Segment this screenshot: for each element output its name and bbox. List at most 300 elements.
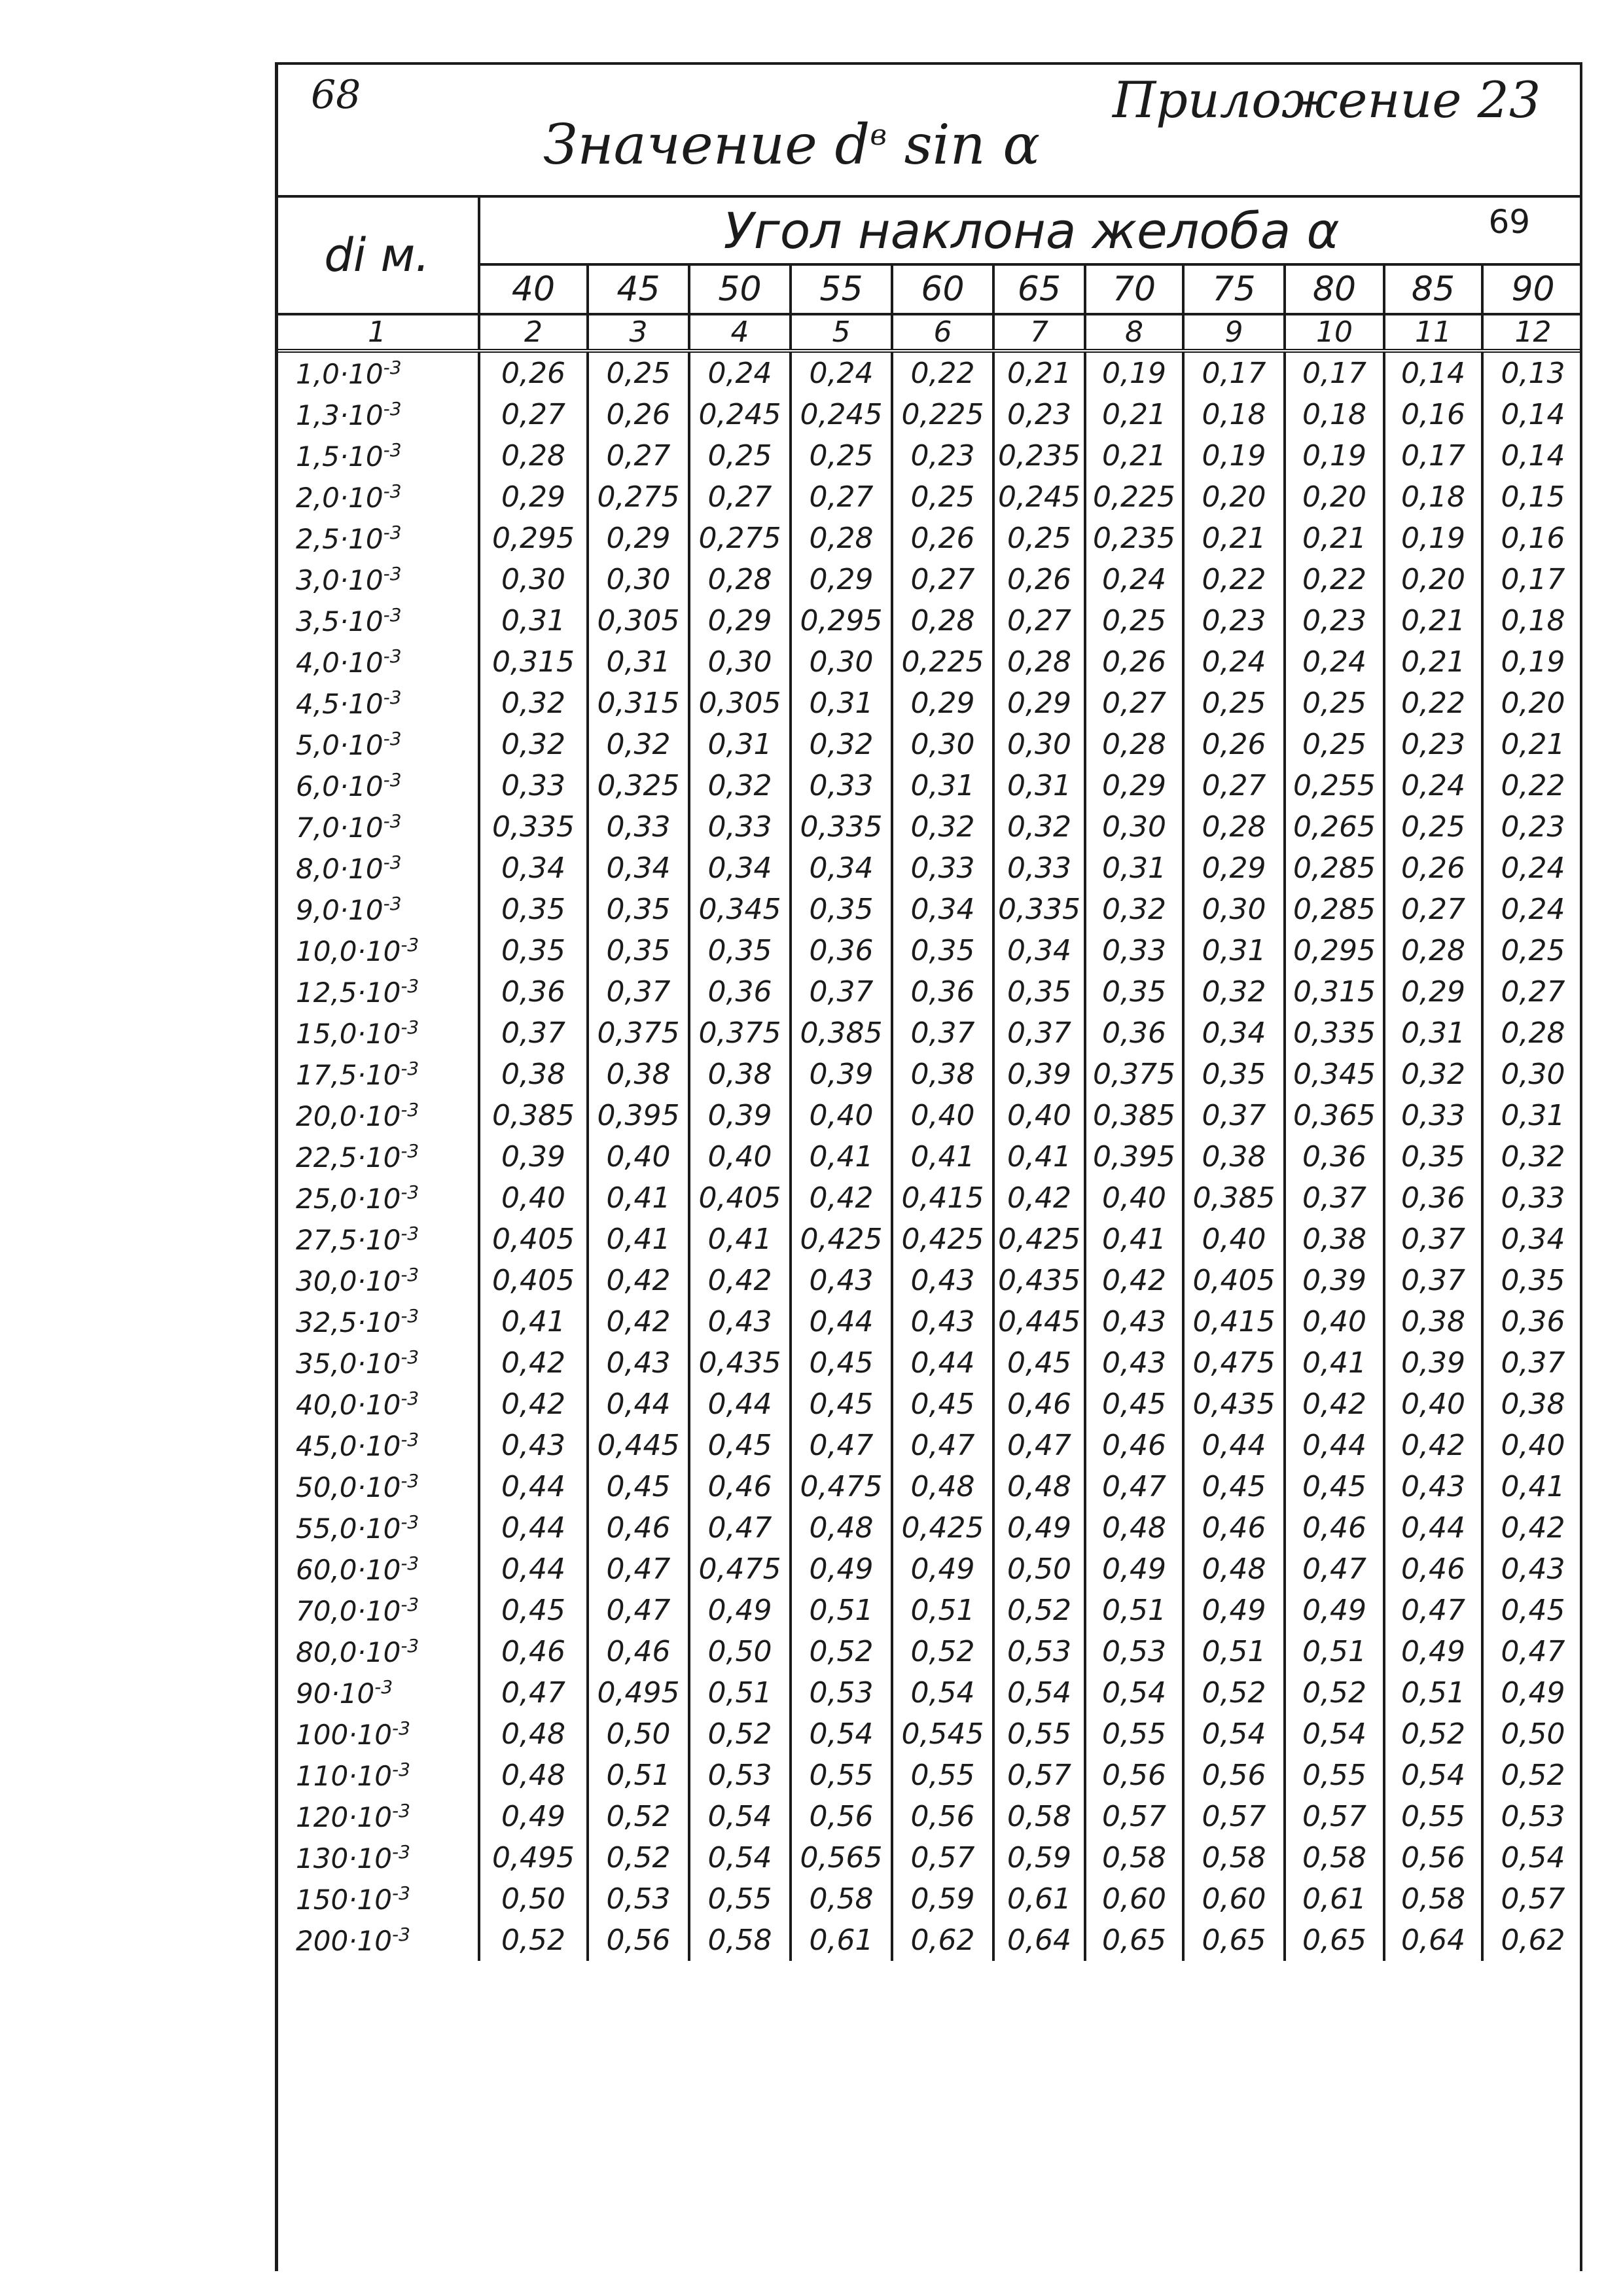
value-cell: 0,44 — [479, 1507, 588, 1549]
angle-header-cell: 60 — [892, 264, 993, 314]
value-cell: 0,38 — [479, 1054, 588, 1095]
value-cell: 0,57 — [1085, 1796, 1183, 1837]
value-cell: 0,30 — [892, 724, 993, 765]
value-cell: 0,32 — [588, 724, 689, 765]
value-cell: 0,295 — [1285, 930, 1384, 971]
table-row — [276, 1631, 1582, 1672]
value-cell: 0,26 — [1384, 848, 1482, 889]
value-cell: 0,34 — [479, 848, 588, 889]
value-cell: 0,54 — [993, 1672, 1085, 1713]
value-cell: 0,27 — [1183, 765, 1285, 806]
row-label-base: 35,0·10 — [296, 1348, 401, 1380]
table-row — [276, 1755, 1582, 1796]
value-cell: 0,42 — [791, 1177, 892, 1219]
value-cell: 0,305 — [588, 600, 689, 641]
value-cell: 0,57 — [1482, 1878, 1582, 1920]
value-cell: 0,335 — [479, 806, 588, 848]
value-cell: 0,58 — [689, 1920, 791, 1961]
value-cell: 0,335 — [791, 806, 892, 848]
row-label-base: 2,0·10 — [296, 482, 383, 514]
value-cell: 0,30 — [1085, 806, 1183, 848]
angle-header-cell: 65 — [993, 264, 1085, 314]
value-cell: 0,16 — [1384, 394, 1482, 435]
row-label-exponent: -3 — [401, 1264, 419, 1285]
row-label — [276, 889, 479, 930]
value-cell: 0,38 — [1285, 1219, 1384, 1260]
value-cell: 0,17 — [1285, 351, 1384, 394]
value-cell: 0,57 — [892, 1837, 993, 1878]
value-cell: 0,38 — [892, 1054, 993, 1095]
value-cell: 0,37 — [1384, 1219, 1482, 1260]
value-cell: 0,30 — [479, 559, 588, 600]
value-cell: 0,47 — [791, 1425, 892, 1466]
value-cell: 0,57 — [1183, 1796, 1285, 1837]
value-cell: 0,48 — [1085, 1507, 1183, 1549]
value-cell: 0,41 — [1285, 1342, 1384, 1384]
row-label — [276, 848, 479, 889]
row-label-base: 9,0·10 — [296, 894, 383, 926]
row-label — [276, 1920, 479, 1961]
value-cell: 0,37 — [892, 1013, 993, 1054]
angle-header-cell: 50 — [689, 264, 791, 314]
value-cell: 0,64 — [993, 1920, 1085, 1961]
value-cell: 0,23 — [1384, 724, 1482, 765]
second-page-number: 69 — [1488, 203, 1531, 241]
row-label-exponent: -3 — [383, 357, 402, 378]
value-cell: 0,37 — [1285, 1177, 1384, 1219]
row-label-base: 110·10 — [296, 1760, 392, 1792]
value-cell: 0,20 — [1384, 559, 1482, 600]
value-cell: 0,40 — [588, 1136, 689, 1177]
angle-header — [479, 196, 1582, 264]
row-label-exponent: -3 — [383, 852, 402, 873]
row-label — [276, 765, 479, 806]
value-cell: 0,38 — [1183, 1136, 1285, 1177]
value-cell: 0,225 — [1085, 476, 1183, 518]
value-cell: 0,51 — [689, 1672, 791, 1713]
row-label-exponent: -3 — [401, 1099, 419, 1121]
row-label-exponent: -3 — [401, 1511, 419, 1533]
value-cell: 0,28 — [479, 435, 588, 476]
value-cell: 0,43 — [588, 1342, 689, 1384]
angle-header-cell: 40 — [479, 264, 588, 314]
table-row — [276, 518, 1582, 559]
row-label-exponent: -3 — [401, 1346, 419, 1368]
value-cell: 0,27 — [588, 435, 689, 476]
value-cell: 0,42 — [1482, 1507, 1582, 1549]
value-cell: 0,31 — [993, 765, 1085, 806]
value-cell: 0,50 — [479, 1878, 588, 1920]
value-cell: 0,55 — [892, 1755, 993, 1796]
value-cell: 0,44 — [1183, 1425, 1285, 1466]
row-label-base: 1,3·10 — [296, 399, 383, 431]
value-cell: 0,24 — [791, 351, 892, 394]
value-cell: 0,235 — [993, 435, 1085, 476]
value-cell: 0,39 — [993, 1054, 1085, 1095]
value-cell: 0,49 — [1085, 1549, 1183, 1590]
value-cell: 0,36 — [479, 971, 588, 1013]
table-row — [276, 1713, 1582, 1755]
value-cell: 0,45 — [479, 1590, 588, 1631]
value-cell: 0,24 — [689, 351, 791, 394]
value-cell: 0,20 — [1482, 683, 1582, 724]
row-label-base: 32,5·10 — [296, 1306, 401, 1338]
row-label-exponent: -3 — [401, 1016, 419, 1038]
table-row — [276, 848, 1582, 889]
value-cell: 0,51 — [1183, 1631, 1285, 1672]
value-cell: 0,15 — [1482, 476, 1582, 518]
table-row — [276, 1219, 1582, 1260]
value-cell: 0,405 — [479, 1260, 588, 1301]
value-cell: 0,29 — [1384, 971, 1482, 1013]
table-row — [276, 1507, 1582, 1549]
value-cell: 0,30 — [791, 641, 892, 683]
value-cell: 0,325 — [588, 765, 689, 806]
row-label — [276, 1507, 479, 1549]
row-label-base: 17,5·10 — [296, 1059, 401, 1091]
value-cell: 0,48 — [479, 1713, 588, 1755]
title-tail: sin α — [886, 113, 1041, 177]
value-cell: 0,31 — [689, 724, 791, 765]
table-row — [276, 806, 1582, 848]
value-cell: 0,42 — [1384, 1425, 1482, 1466]
value-cell: 0,30 — [588, 559, 689, 600]
row-label — [276, 641, 479, 683]
row-label-base: 15,0·10 — [296, 1018, 401, 1050]
value-cell: 0,21 — [1384, 641, 1482, 683]
value-cell: 0,36 — [892, 971, 993, 1013]
table-row — [276, 765, 1582, 806]
value-cell: 0,54 — [689, 1837, 791, 1878]
value-cell: 0,33 — [993, 848, 1085, 889]
value-cell: 0,295 — [479, 518, 588, 559]
table-row — [276, 1425, 1582, 1466]
row-label-base: 3,5·10 — [296, 605, 383, 637]
value-cell: 0,23 — [993, 394, 1085, 435]
value-cell: 0,33 — [689, 806, 791, 848]
row-label — [276, 435, 479, 476]
value-cell: 0,405 — [479, 1219, 588, 1260]
value-cell: 0,47 — [588, 1590, 689, 1631]
value-cell: 0,54 — [689, 1796, 791, 1837]
value-cell: 0,26 — [1085, 641, 1183, 683]
value-cell: 0,37 — [588, 971, 689, 1013]
table-row — [276, 1837, 1582, 1878]
value-cell: 0,44 — [1285, 1425, 1384, 1466]
value-cell: 0,53 — [791, 1672, 892, 1713]
value-cell: 0,43 — [1085, 1301, 1183, 1342]
value-cell: 0,20 — [1285, 476, 1384, 518]
row-label-exponent: -3 — [383, 893, 402, 914]
table-row — [276, 1136, 1582, 1177]
value-cell: 0,275 — [689, 518, 791, 559]
column-number-cell: 12 — [1482, 314, 1582, 351]
table-row — [276, 1342, 1582, 1384]
value-cell: 0,56 — [791, 1796, 892, 1837]
value-cell: 0,565 — [791, 1837, 892, 1878]
value-cell: 0,285 — [1285, 889, 1384, 930]
value-cell: 0,43 — [1482, 1549, 1582, 1590]
table-row — [276, 1549, 1582, 1590]
value-cell: 0,17 — [1183, 351, 1285, 394]
value-cell: 0,37 — [1183, 1095, 1285, 1136]
value-cell: 0,41 — [791, 1136, 892, 1177]
value-cell: 0,29 — [1183, 848, 1285, 889]
value-cell: 0,65 — [1285, 1920, 1384, 1961]
value-cell: 0,40 — [1285, 1301, 1384, 1342]
value-cell: 0,39 — [689, 1095, 791, 1136]
value-cell: 0,24 — [1085, 559, 1183, 600]
value-cell: 0,345 — [689, 889, 791, 930]
value-cell: 0,34 — [1183, 1013, 1285, 1054]
row-label — [276, 1590, 479, 1631]
value-cell: 0,55 — [1384, 1796, 1482, 1837]
value-cell: 0,29 — [993, 683, 1085, 724]
value-cell: 0,33 — [1482, 1177, 1582, 1219]
value-cell: 0,37 — [479, 1013, 588, 1054]
value-cell: 0,22 — [1384, 683, 1482, 724]
value-cell: 0,33 — [588, 806, 689, 848]
values-table — [276, 195, 1582, 1961]
value-cell: 0,24 — [1183, 641, 1285, 683]
table-row — [276, 1301, 1582, 1342]
value-cell: 0,42 — [479, 1384, 588, 1425]
value-cell: 0,315 — [588, 683, 689, 724]
value-cell: 0,38 — [1482, 1384, 1582, 1425]
value-cell: 0,51 — [892, 1590, 993, 1631]
value-cell: 0,44 — [791, 1301, 892, 1342]
value-cell: 0,39 — [791, 1054, 892, 1095]
value-cell: 0,385 — [1085, 1095, 1183, 1136]
value-cell: 0,30 — [993, 724, 1085, 765]
value-cell: 0,46 — [1085, 1425, 1183, 1466]
value-cell: 0,18 — [1482, 600, 1582, 641]
value-cell: 0,58 — [1183, 1837, 1285, 1878]
value-cell: 0,475 — [791, 1466, 892, 1507]
value-cell: 0,35 — [1183, 1054, 1285, 1095]
value-cell: 0,22 — [892, 351, 993, 394]
value-cell: 0,395 — [1085, 1136, 1183, 1177]
value-cell: 0,35 — [479, 930, 588, 971]
value-cell: 0,275 — [588, 476, 689, 518]
row-label — [276, 600, 479, 641]
row-label — [276, 1631, 479, 1672]
value-cell: 0,24 — [1482, 889, 1582, 930]
value-cell: 0,375 — [689, 1013, 791, 1054]
value-cell: 0,27 — [1482, 971, 1582, 1013]
row-label-base: 50,0·10 — [296, 1471, 401, 1503]
value-cell: 0,47 — [1285, 1549, 1384, 1590]
value-cell: 0,55 — [1285, 1755, 1384, 1796]
value-cell: 0,36 — [1384, 1177, 1482, 1219]
value-cell: 0,35 — [1384, 1136, 1482, 1177]
value-cell: 0,48 — [993, 1466, 1085, 1507]
value-cell: 0,415 — [892, 1177, 993, 1219]
value-cell: 0,27 — [791, 476, 892, 518]
table-row — [276, 1384, 1582, 1425]
table-row — [276, 394, 1582, 435]
row-label-base: 5,0·10 — [296, 729, 383, 761]
value-cell: 0,545 — [892, 1713, 993, 1755]
row-label-exponent: -3 — [391, 1924, 410, 1945]
value-cell: 0,28 — [1384, 930, 1482, 971]
value-cell: 0,52 — [588, 1796, 689, 1837]
value-cell: 0,41 — [689, 1219, 791, 1260]
value-cell: 0,33 — [1085, 930, 1183, 971]
value-cell: 0,445 — [993, 1301, 1085, 1342]
row-label-exponent: -3 — [383, 563, 402, 584]
value-cell: 0,19 — [1384, 518, 1482, 559]
row-label-exponent: -3 — [401, 1305, 419, 1327]
value-cell: 0,425 — [993, 1219, 1085, 1260]
value-cell: 0,64 — [1384, 1920, 1482, 1961]
title-main: Значение d — [543, 113, 870, 177]
value-cell: 0,57 — [1285, 1796, 1384, 1837]
value-cell: 0,29 — [892, 683, 993, 724]
row-label-base: 6,0·10 — [296, 770, 383, 802]
value-cell: 0,62 — [1482, 1920, 1582, 1961]
value-cell: 0,46 — [588, 1507, 689, 1549]
value-cell: 0,58 — [791, 1878, 892, 1920]
value-cell: 0,41 — [993, 1136, 1085, 1177]
value-cell: 0,26 — [993, 559, 1085, 600]
value-cell: 0,22 — [1285, 559, 1384, 600]
value-cell: 0,39 — [1384, 1342, 1482, 1384]
value-cell: 0,37 — [791, 971, 892, 1013]
value-cell: 0,52 — [689, 1713, 791, 1755]
table-row — [276, 351, 1582, 394]
value-cell: 0,24 — [1384, 765, 1482, 806]
value-cell: 0,45 — [1085, 1384, 1183, 1425]
value-cell: 0,52 — [791, 1631, 892, 1672]
row-label-exponent: -3 — [383, 810, 402, 832]
value-cell: 0,34 — [588, 848, 689, 889]
value-cell: 0,395 — [588, 1095, 689, 1136]
value-cell: 0,24 — [1285, 641, 1384, 683]
value-cell: 0,19 — [1285, 435, 1384, 476]
value-cell: 0,59 — [892, 1878, 993, 1920]
value-cell: 0,46 — [588, 1631, 689, 1672]
value-cell: 0,38 — [1384, 1301, 1482, 1342]
row-label — [276, 351, 479, 394]
row-label-base: 7,0·10 — [296, 812, 383, 844]
value-cell: 0,27 — [479, 394, 588, 435]
value-cell: 0,29 — [791, 559, 892, 600]
column-number-cell: 10 — [1285, 314, 1384, 351]
value-cell: 0,49 — [892, 1549, 993, 1590]
row-label — [276, 724, 479, 765]
value-cell: 0,43 — [479, 1425, 588, 1466]
value-cell: 0,52 — [1482, 1755, 1582, 1796]
value-cell: 0,43 — [791, 1260, 892, 1301]
value-cell: 0,52 — [479, 1920, 588, 1961]
value-cell: 0,52 — [1285, 1672, 1384, 1713]
row-label — [276, 1878, 479, 1920]
row-label-base: 8,0·10 — [296, 853, 383, 885]
value-cell: 0,31 — [1482, 1095, 1582, 1136]
row-label-exponent: -3 — [401, 1552, 419, 1574]
value-cell: 0,31 — [1085, 848, 1183, 889]
value-cell: 0,49 — [1384, 1631, 1482, 1672]
row-label-exponent: -3 — [383, 769, 402, 791]
value-cell: 0,48 — [791, 1507, 892, 1549]
value-cell: 0,29 — [479, 476, 588, 518]
table-row — [276, 1013, 1582, 1054]
value-cell: 0,54 — [892, 1672, 993, 1713]
value-cell: 0,51 — [588, 1755, 689, 1796]
row-label-exponent: -3 — [391, 1882, 410, 1904]
column-number-cell: 8 — [1085, 314, 1183, 351]
value-cell: 0,31 — [588, 641, 689, 683]
row-label-exponent: -3 — [383, 480, 402, 502]
row-label — [276, 1219, 479, 1260]
value-cell: 0,42 — [1085, 1260, 1183, 1301]
value-cell: 0,225 — [892, 394, 993, 435]
row-label-base: 1,0·10 — [296, 358, 383, 390]
value-cell: 0,54 — [1285, 1713, 1384, 1755]
value-cell: 0,39 — [479, 1136, 588, 1177]
value-cell: 0,50 — [689, 1631, 791, 1672]
row-label-base: 100·10 — [296, 1719, 392, 1751]
value-cell: 0,48 — [1183, 1549, 1285, 1590]
value-cell: 0,18 — [1384, 476, 1482, 518]
row-label-base: 120·10 — [296, 1801, 392, 1833]
value-cell: 0,47 — [689, 1507, 791, 1549]
value-cell: 0,43 — [1085, 1342, 1183, 1384]
row-label-exponent: -3 — [401, 1470, 419, 1492]
value-cell: 0,345 — [1285, 1054, 1384, 1095]
row-label — [276, 930, 479, 971]
row-label-exponent: -3 — [401, 1058, 419, 1079]
value-cell: 0,49 — [1285, 1590, 1384, 1631]
value-cell: 0,52 — [1384, 1713, 1482, 1755]
value-cell: 0,61 — [791, 1920, 892, 1961]
value-cell: 0,42 — [1285, 1384, 1384, 1425]
row-label-base: 2,5·10 — [296, 523, 383, 555]
angle-header-cell: 75 — [1183, 264, 1285, 314]
value-cell: 0,255 — [1285, 765, 1384, 806]
value-cell: 0,405 — [689, 1177, 791, 1219]
table-body — [276, 351, 1582, 1961]
value-cell: 0,21 — [1384, 600, 1482, 641]
value-cell: 0,445 — [588, 1425, 689, 1466]
value-cell: 0,54 — [1085, 1672, 1183, 1713]
value-cell: 0,21 — [993, 351, 1085, 394]
value-cell: 0,25 — [1482, 930, 1582, 971]
value-cell: 0,35 — [1085, 971, 1183, 1013]
value-cell: 0,46 — [1285, 1507, 1384, 1549]
value-cell: 0,60 — [1085, 1878, 1183, 1920]
row-label — [276, 1466, 479, 1507]
row-label-base: 3,0·10 — [296, 564, 383, 596]
value-cell: 0,45 — [689, 1425, 791, 1466]
table-row — [276, 889, 1582, 930]
value-cell: 0,32 — [479, 683, 588, 724]
row-label-base: 4,0·10 — [296, 647, 383, 679]
value-cell: 0,46 — [1183, 1507, 1285, 1549]
value-cell: 0,24 — [1482, 848, 1582, 889]
value-cell: 0,32 — [689, 765, 791, 806]
table-row — [276, 971, 1582, 1013]
row-label-exponent: -3 — [383, 398, 402, 420]
value-cell: 0,45 — [791, 1342, 892, 1384]
row-label-exponent: -3 — [374, 1676, 393, 1698]
value-cell: 0,54 — [1482, 1837, 1582, 1878]
row-label-exponent: -3 — [401, 1140, 419, 1162]
table-row — [276, 1177, 1582, 1219]
value-cell: 0,25 — [993, 518, 1085, 559]
value-cell: 0,36 — [1085, 1013, 1183, 1054]
